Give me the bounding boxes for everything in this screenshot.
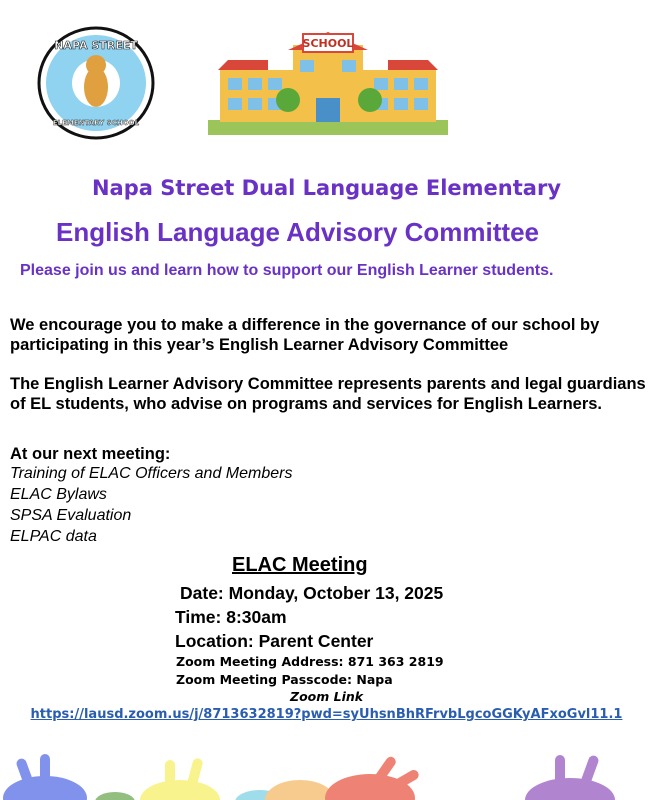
zoom-link[interactable]: https://lausd.zoom.us/j/8713632819?pwd=syUhsnBhRFrvbLgcoGGKyAFxoGvl11.1: [30, 707, 623, 722]
paragraph-encourage: We encourage you to make a difference in the governance of our school by participating in this year’s English Learner Advisory Committee: [10, 316, 600, 354]
committee-title: English Language Advisory Committee: [56, 217, 540, 247]
svg-text:SCHOOL: SCHOOL: [302, 37, 354, 50]
invite-text: Please join us and learn how to support our English Learner students.: [20, 262, 554, 279]
meeting-location: Location: Parent Center: [175, 631, 374, 651]
paragraph-committee: The English Learner Advisory Committee represents parents and legal guardians of EL students, who advise on programs and services for English Learners.: [10, 375, 646, 413]
colorful-hands-image: [0, 750, 653, 800]
zoom-link-label: Zoom Link: [290, 689, 364, 704]
zoom-passcode: Zoom Meeting Passcode: Napa: [176, 672, 393, 687]
school-name: Napa Street Dual Language Elementary: [91, 176, 562, 200]
agenda-item: SPSA Evaluation: [10, 507, 132, 524]
school-building-image: [208, 10, 448, 135]
agenda-item: ELPAC data: [10, 528, 97, 545]
agenda-item: ELAC Bylaws: [10, 486, 107, 503]
meeting-title: ELAC Meeting: [232, 554, 368, 576]
agenda-heading: At our next meeting:: [10, 445, 171, 463]
meeting-time: Time: 8:30am: [175, 607, 287, 627]
meeting-date: Date: Monday, October 13, 2025: [180, 583, 444, 603]
svg-text:NAPA STREET: NAPA STREET: [54, 39, 138, 52]
school-logo: [36, 25, 156, 141]
svg-text:ELEMENTARY SCHOOL: ELEMENTARY SCHOOL: [52, 119, 140, 127]
agenda-item: Training of ELAC Officers and Members: [10, 465, 293, 482]
zoom-address: Zoom Meeting Address: 871 363 2819: [176, 654, 444, 669]
